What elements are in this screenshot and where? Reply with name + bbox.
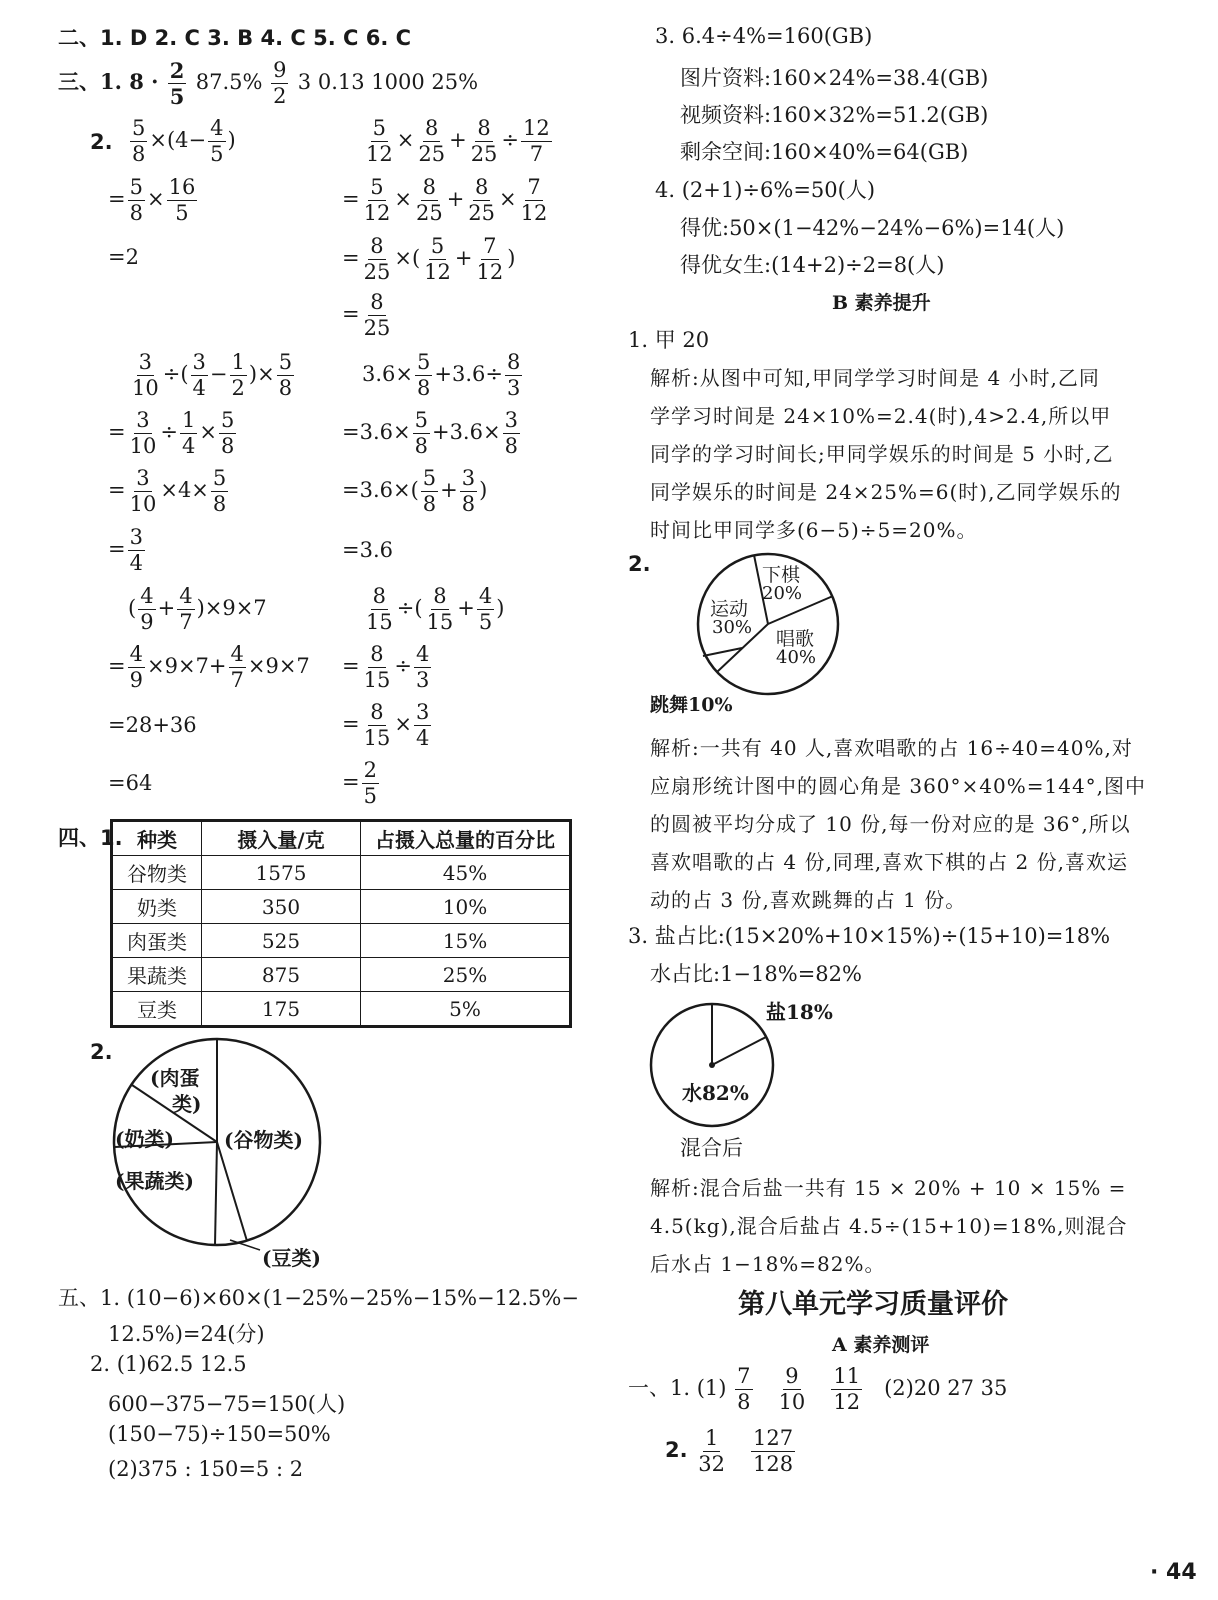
pie3-salt: 盐18% — [766, 1000, 833, 1024]
s3-mid: 87.5% — [195, 70, 270, 94]
pie-divider — [215, 1142, 217, 1245]
b-q3-line2: 水占比:1−18%=82% — [650, 962, 862, 986]
a-q1: 一、1. (1) $\frac{7}{8}$ $\frac{9}{10}$ $\frac{11}{12}$ (2)20 27 35 — [628, 1364, 1008, 1414]
b-q2-analysis-4: 喜欢唱歌的占 4 份,同理,喜欢下棋的占 2 份,喜欢运 — [650, 850, 1128, 874]
b-q3-analysis-3: 后水占 1−18%=82%。 — [650, 1252, 886, 1276]
s3-rest: 3 0.13 1000 25% — [297, 70, 479, 94]
a-q2: 2. $\frac{1}{32}$ $\frac{127}{128}$ — [665, 1426, 794, 1476]
table-header: 种类 — [112, 821, 202, 856]
b-q2-analysis-3: 的圆被平均分成了 10 份,每一份对应的是 36°,所以 — [650, 812, 1131, 836]
table-header: 摄入量/克 — [202, 821, 361, 856]
pie3-caption: 混合后 — [680, 1136, 743, 1160]
food-pie-chart — [100, 1035, 360, 1275]
section-2-answers: 二、1. D 2. C 3. B 4. C 5. C 6. C — [58, 26, 412, 50]
s3-prefix: 三、1. 8 · — [58, 69, 166, 94]
b-q3-analysis-1: 解析:混合后盐一共有 15 × 20% + 10 × 15% = — [650, 1176, 1127, 1200]
expr2-line3: = $\frac{8}{25}$ ×( $\frac{5}{12}$ + $\frac{7}{12}$ ) — [342, 234, 516, 284]
table-row: 奶类 350 10% — [112, 890, 571, 924]
b-q1-answer: 1. 甲 20 — [628, 328, 710, 352]
b-q2-analysis-5: 动的占 3 份,喜欢跳舞的占 1 份。 — [650, 888, 967, 912]
intake-table — [110, 819, 572, 1028]
section-3-q1 — [58, 60, 478, 107]
pie2-sport-pct: 30% — [712, 617, 753, 638]
pie2-chess: 下棋 — [762, 564, 801, 586]
q2-label: 2. — [90, 130, 113, 154]
frac-2-5: $\frac{2}{5}$ — [169, 58, 185, 109]
section-5-q1a: 五、1. (10−6)×60×(1−25%−25%−15%−12.5%− — [58, 1286, 579, 1310]
r-q3-line4: 剩余空间:160×40%=64(GB) — [680, 140, 969, 164]
table-header-row — [112, 821, 571, 856]
q4-2-label: 2. — [90, 1040, 113, 1064]
pie-center — [709, 1062, 715, 1068]
b-q1-analysis-5: 时间比甲同学多(6−5)÷5=20%。 — [650, 518, 978, 542]
expr1-line3: =2 — [108, 245, 139, 269]
b-q3-line1: 3. 盐占比:(15×20%+10×15%)÷(15+10)=18% — [628, 924, 1111, 948]
section-5-q1b: 12.5%)=24(分) — [108, 1322, 265, 1346]
expr5-line2: = $\frac{4}{9}$ ×9×7+ $\frac{4}{7}$ ×9×7 — [108, 642, 310, 692]
pie2-sing-pct: 40% — [776, 647, 817, 668]
r-q3-line2: 图片资料:160×24%=38.4(GB) — [680, 66, 989, 90]
expr3-line2: = $\frac{3}{10}$ ÷ $\frac{1}{4}$ × $\frac{5}{8}$ — [108, 408, 235, 458]
expr6-line3: = $\frac{8}{15}$ × $\frac{3}{4}$ — [342, 700, 430, 750]
section-a-heading: A 素养测评 — [832, 1334, 930, 1356]
expr4-line2: =3.6× $\frac{5}{8}$ +3.6× $\frac{3}{8}$ — [342, 408, 518, 458]
pie2-sing: 唱歌 — [776, 628, 815, 650]
b-q1-analysis-3: 同学的学习时间长;甲同学娱乐的时间是 5 小时,乙 — [650, 442, 1114, 466]
section-5-q2d: (2)375 : 150=5 : 2 — [108, 1457, 304, 1481]
table-header: 占摄入总量的百分比 — [361, 821, 571, 856]
expr2-line1: $\frac{5}{12}$ × $\frac{8}{25}$ + $\frac{8}{25}$ ÷ $\frac{12}{7}$ — [366, 116, 550, 166]
section-5-q2a: 2. (1)62.5 12.5 — [90, 1352, 247, 1376]
pie-divider — [217, 1142, 247, 1241]
section-4-label: 四、1. — [58, 826, 123, 850]
r-q4-line2: 得优:50×(1−42%−24%−6%)=14(人) — [680, 216, 1065, 240]
expr2-line2: = $\frac{5}{12}$ × $\frac{8}{25}$ + $\frac{8}{25}$ × $\frac{7}{12}$ — [342, 175, 548, 225]
expr6-line2: = $\frac{8}{15}$ ÷ $\frac{4}{3}$ — [342, 642, 430, 692]
expr1-line2: = $\frac{5}{8}$ × $\frac{16}{5}$ — [108, 175, 196, 225]
b-q2-label: 2. — [628, 552, 651, 576]
expr5-line3: =28+36 — [108, 713, 197, 737]
unit-8-title: 第八单元学习质量评价 — [738, 1289, 1008, 1320]
pie1-label-veg: (果蔬类) — [115, 1169, 194, 1193]
r-q4-line3: 得优女生:(14+2)÷2=8(人) — [680, 253, 945, 277]
expr5-line1: ( $\frac{4}{9}$ + $\frac{4}{7}$ )×9×7 — [128, 584, 267, 634]
pie1-label-meat-2: 类) — [172, 1092, 202, 1116]
expr4-line3: =3.6×( $\frac{5}{8}$ + $\frac{3}{8}$ ) — [342, 466, 488, 516]
expr3-line3: = $\frac{3}{10}$ ×4× $\frac{5}{8}$ — [108, 466, 227, 516]
expr2-line4: = $\frac{8}{25}$ — [342, 290, 391, 340]
page-number: · 44 — [1150, 1560, 1197, 1585]
pie1-label-milk: (奶类) — [115, 1127, 174, 1151]
pie2-sport: 运动 — [710, 598, 749, 620]
table-row: 豆类 175 5% — [112, 992, 571, 1027]
pie1-label-bean: (豆类) — [262, 1246, 321, 1270]
r-q3-line1: 3. 6.4÷4%=160(GB) — [655, 24, 873, 48]
expr4-line1: 3.6× $\frac{5}{8}$ +3.6÷ $\frac{8}{3}$ — [362, 350, 521, 400]
pie2-dance: 跳舞10% — [650, 694, 733, 716]
pie1-label-meat: (肉蛋 — [150, 1066, 200, 1090]
expr5-line4: =64 — [108, 771, 153, 795]
table-row: 肉蛋类 525 15% — [112, 924, 571, 958]
table-row: 果蔬类 875 25% — [112, 958, 571, 992]
expr1-line1: $\frac{5}{8}$ ×(4− $\frac{4}{5}$ ) — [132, 116, 236, 166]
pie3-water: 水82% — [682, 1081, 749, 1105]
section-b-heading: B 素养提升 — [832, 292, 931, 314]
b-q2-analysis-1: 解析:一共有 40 人,喜欢唱歌的占 16÷40=40%,对 — [650, 736, 1133, 760]
b-q1-analysis-1: 解析:从图中可知,甲同学学习时间是 4 小时,乙同 — [650, 366, 1100, 390]
section-5-q2c: (150−75)÷150=50% — [108, 1422, 331, 1446]
expr3-line4: = $\frac{3}{4}$ — [108, 525, 143, 575]
frac-9-2: $\frac{9}{2}$ — [273, 58, 287, 108]
b-q1-analysis-4: 同学娱乐的时间是 24×25%=6(时),乙同学娱乐的 — [650, 480, 1122, 504]
mix-pie-chart — [645, 1000, 785, 1130]
b-q2-analysis-2: 应扇形统计图中的圆心角是 360°×40%=144°,图中 — [650, 774, 1147, 798]
b-q3-analysis-2: 4.5(kg),混合后盐占 4.5÷(15+10)=18%,则混合 — [650, 1214, 1128, 1238]
table-row: 谷物类 1575 45% — [112, 856, 571, 890]
b-q1-analysis-2: 学学习时间是 24×10%=2.4(时),4>2.4,所以甲 — [650, 404, 1112, 428]
r-q3-line3: 视频资料:160×32%=51.2(GB) — [680, 103, 989, 127]
pie1-label-grain: (谷物类) — [224, 1128, 303, 1152]
section-5-q2b: 600−375−75=150(人) — [108, 1392, 346, 1416]
r-q4-line1: 4. (2+1)÷6%=50(人) — [655, 178, 876, 202]
expr6-line1: $\frac{8}{15}$ ÷( $\frac{8}{15}$ + $\frac{4}{5}$ ) — [366, 584, 505, 634]
pie2-chess-pct: 20% — [762, 583, 803, 604]
expr4-line4: =3.6 — [342, 538, 393, 562]
pie-divider — [712, 1037, 766, 1065]
expr6-line4: = $\frac{2}{5}$ — [342, 758, 377, 808]
expr3-line1: $\frac{3}{10}$ ÷( $\frac{3}{4}$ − $\frac{1}{2}$ )× $\frac{5}{8}$ — [132, 350, 293, 400]
